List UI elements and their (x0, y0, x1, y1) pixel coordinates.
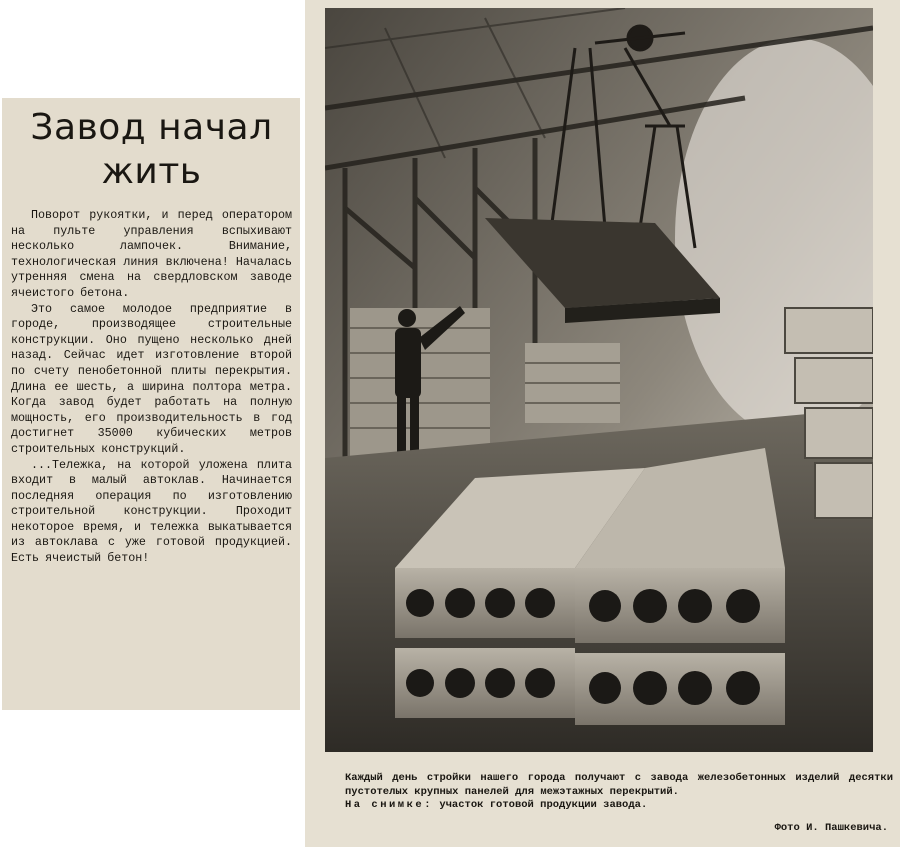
article-paragraph-2: Это самое молодое предприятие в городе, производящее строительные конструкции. Оно пущено несколько дней назад. Сейчас идет изготовление второй по счету пенобетонной плиты перекрытия. Длина ее шесть, а ширина полтора метра. Когда завод будет работать на полную мощность, его производительность в год достигнет 35000 кубических метров строительных конструкций. (11, 301, 292, 456)
caption-main: Каждый день стройки нашего города получают с завода железобетонных изделий десятки пустотелых крупных панелей для межэтажных перекрытий. (345, 772, 893, 798)
photo-caption (345, 772, 893, 813)
factory-photo (325, 8, 873, 752)
caption-note-lead: На снимке: (345, 799, 434, 811)
photo-credit: Фото И. Пашкевича. (774, 822, 888, 834)
article-column (2, 98, 300, 710)
article-paragraph-1: Поворот рукоятки, и перед оператором на пульте управления вспыхивают несколько лампочек. Внимание, технологическая линия включена! Началась утренняя смена на свердловском заводе ячеистого бетона. (11, 208, 292, 300)
photo-block (305, 0, 900, 847)
factory-photo-illustration (325, 8, 873, 752)
article-paragraph-3: ...Тележка, на которой уложена плита входит в малый автоклав. Начинается последняя операция по изготовлению строительной конструкции. Проходит некоторое время, и тележка выкатывается из автоклава с уже готовой продукцией. Есть ячеистый бетон! (11, 457, 292, 566)
caption-note-text: участок готовой продукции завода. (439, 799, 648, 811)
article-headline: Завод начал жить (30, 107, 273, 192)
